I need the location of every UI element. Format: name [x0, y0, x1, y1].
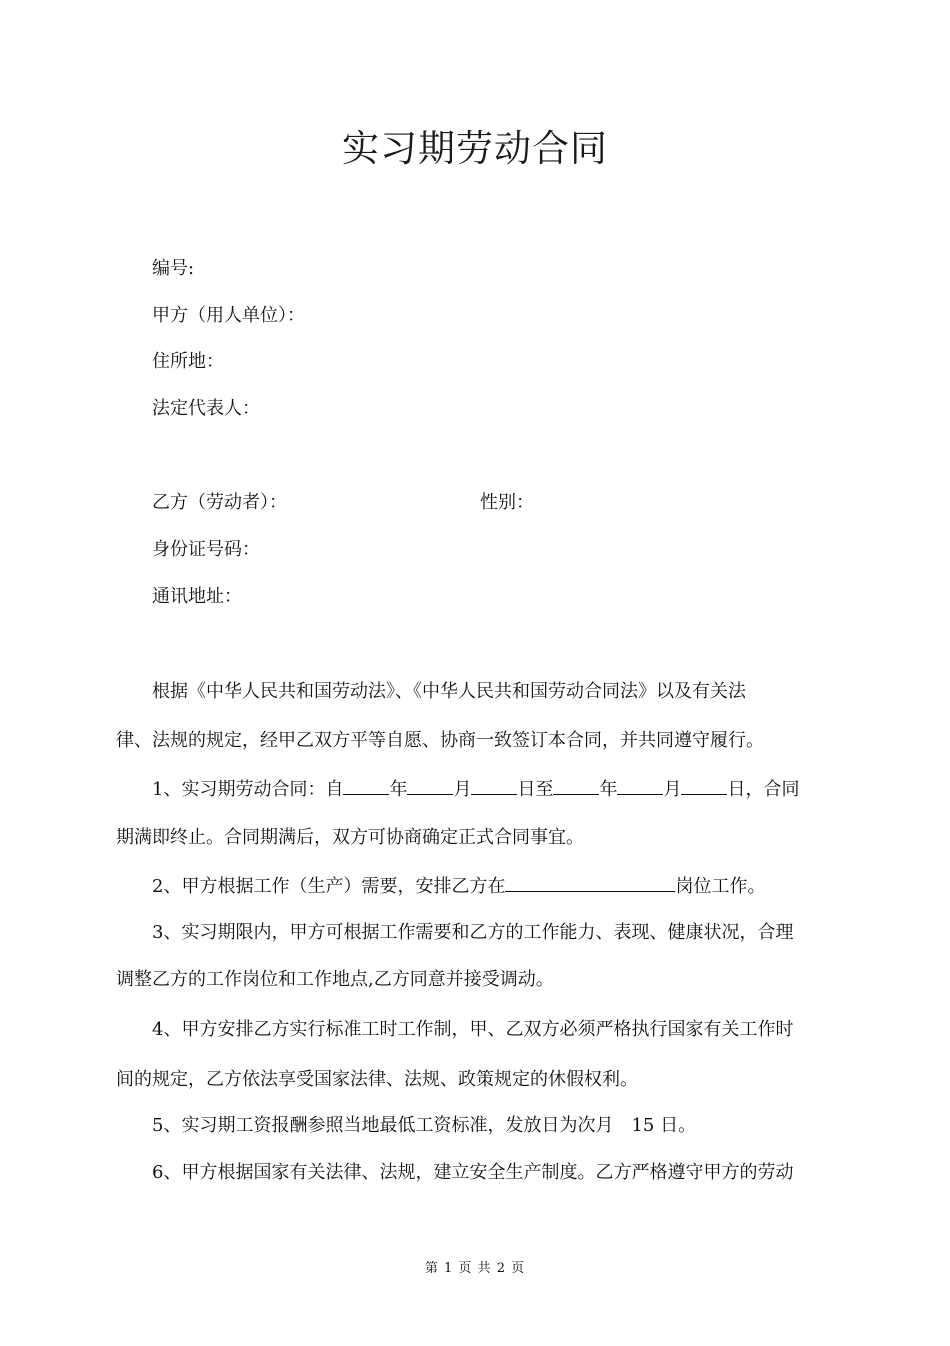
clause-4-line-2: 间的规定，乙方依法享受国家法律、法规、政策规定的休假权利。 [116, 1069, 638, 1090]
clause-2-line-1 [152, 873, 765, 899]
start-month-blank[interactable] [407, 776, 453, 795]
clause-1-month-2: 月 [663, 779, 682, 800]
end-day-blank[interactable] [681, 776, 727, 795]
clause-1-year: 年 [389, 779, 408, 800]
clause-1-day-to: 日至 [517, 779, 554, 800]
mail-address-field: 通讯地址： [152, 586, 242, 607]
clause-6-line-1: 6、甲方根据国家有关法律、法规，建立安全生产制度。乙方严格遵守甲方的劳动 [152, 1162, 794, 1183]
clause-3-line-1: 3、实习期限内，甲方可根据工作需要和乙方的工作能力、表现、健康状况，合理 [152, 922, 794, 943]
page-number: 第 1 页 共 2 页 [424, 1261, 526, 1276]
start-day-blank[interactable] [471, 776, 517, 795]
gender-field: 性别： [480, 492, 534, 513]
intro-line-2: 律、法规的规定，经甲乙双方平等自愿、协商一致签订本合同，并共同遵守履行。 [116, 730, 764, 751]
legal-rep-field: 法定代表人： [152, 398, 260, 419]
start-year-blank[interactable] [343, 776, 389, 795]
clause-2-suffix: 岗位工作。 [675, 876, 766, 897]
clause-5-line-1: 5、实习期工资报酬参照当地最低工资标准，发放日为次月 15 日。 [152, 1115, 697, 1136]
clause-1-line-2: 期满即终止。合同期满后，双方可协商确定正式合同事宜。 [116, 827, 584, 848]
id-number-field: 身份证号码： [152, 539, 260, 560]
clause-1-prefix: 1、实习期劳动合同：自 [152, 779, 344, 800]
address-field: 住所地： [152, 351, 224, 372]
end-year-blank[interactable] [553, 776, 599, 795]
clause-4-line-1: 4、甲方安排乙方实行标准工时工作制，甲、乙双方必须严格执行国家有关工作时 [152, 1019, 794, 1040]
intro-line-1: 根据《中华人民共和国劳动法》、《中华人民共和国劳动合同法》以及有关法 [152, 681, 746, 702]
clause-1-month: 月 [453, 779, 472, 800]
clause-1-year-2: 年 [599, 779, 618, 800]
document-title: 实习期劳动合同 [342, 127, 608, 170]
post-blank[interactable] [505, 873, 675, 892]
party-a-field: 甲方（用人单位）： [152, 305, 305, 326]
number-field: 编号: [152, 258, 195, 279]
clause-1-day-end: 日，合同 [727, 779, 800, 800]
end-month-blank[interactable] [617, 776, 663, 795]
party-b-field: 乙方（劳动者）： [152, 492, 287, 513]
clause-3-line-2: 调整乙方的工作岗位和工作地点,乙方同意并接受调动。 [116, 969, 554, 990]
clause-1-line-1 [152, 776, 799, 802]
clause-2-prefix: 2、甲方根据工作（生产）需要，安排乙方在 [152, 876, 506, 897]
